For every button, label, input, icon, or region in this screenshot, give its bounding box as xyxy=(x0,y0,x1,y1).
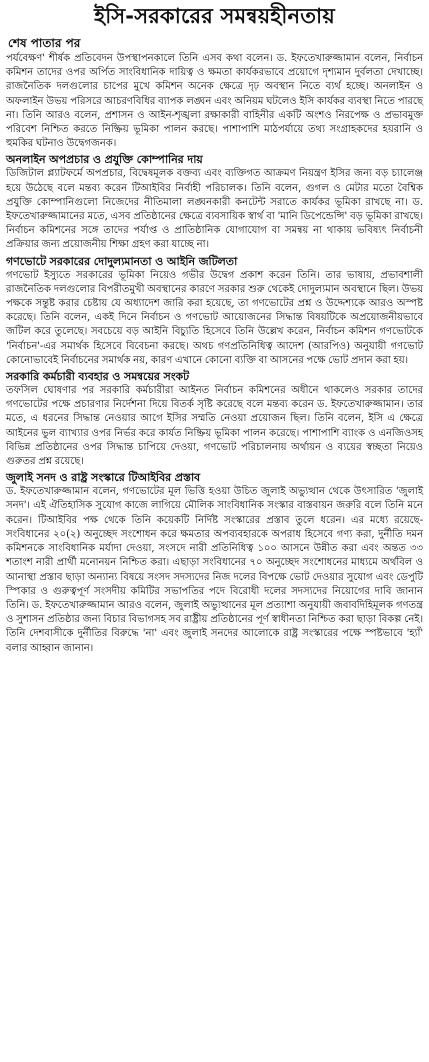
article-headline: ইসি-সরকারের সমন্বয়হীনতায় xyxy=(94,4,335,28)
section-heading-government-employees: সরকারি কর্মচারী ব্যবহার ও সমন্বয়ের সংকট xyxy=(6,370,190,384)
section-heading-july-charter: জুলাই সনদ ও রাষ্ট্র সংস্কারে টিআইবির প্রস্তাব xyxy=(6,471,201,485)
section-paragraph-july-charter: ড. ইফতেখারুজ্জামান বলেন, গণভোটের মূল ভিত্তি হওয়া উচিত জুলাই অভ্যুত্থান থেকে উৎসারিত 'জুলাই সনদ'। এই ঐতিহাসিক সুযোগ কাজে লাগিয়ে মৌলিক সাংবিধানিক সংস্কার বাস্তবায়ন জরুরি বলে তিনি মনে করেন। টিআইবির পক্ষ থেকে তিনি কয়েকটি নির্দিষ্ট সংস্কারের প্রস্তাব তুলে ধরেন। এর মধ্যে রয়েছে-সংবিধানের ২০(২) অনুচ্ছেদ সংশোধন করে ক্ষমতার অপব্যবহারকে অপরাধ হিসেবে গণ্য করা, দুর্নীতি দমন কমিশনকে সাংবিধানিক মর্যাদা দেওয়া, সংসদে নারী প্রতিনিধিত্ব ১০০ আসনে উন্নীত করা এবং অন্তত ৩৩ শতাংশ নারী প্রার্থী মনোনয়ন নিশ্চিত করা। এছাড়া সংবিধানের ৭০ অনুচ্ছেদ সংশোধনের মাধ্যমে অর্থবিল ও আনাস্থা প্রস্তাব ছাড়া অন্যান্য বিষয়ে সংসদ সদস্যদের নিজ দলের বিপক্ষে ভোট দেওয়ার সুযোগ এবং ডেপুটি স্পিকার ও গুরুত্বপূর্ণ সংসদীয় কমিটির সভাপতির পদে বিরোধী দলের সদস্যদের নিয়োগের দাবি জানান তিনি। ড. ইফতেখারুজ্জামান আরও বলেন, জুলাই অভ্যুত্থানের মূল প্রত্যাশা অনুযায়ী জবাবদিহিমূলক গণতন্ত্র ও সুশাসন প্রতিষ্ঠার জন্য বিচার বিভাগসহ সব রাষ্ট্রীয় প্রতিষ্ঠানের পূর্ণ স্বাধীনতা নিশ্চিত করা ছাড়া বিকল্প নেই। তিনি দেশবাসীকে দুর্নীতির বিরুদ্ধে 'না' এবং জুলাই সনদের আলোকে রাষ্ট্র সংস্কারের পক্ষে স্পষ্টভাবে 'হ্যাঁ' বলার আহ্বান জানান। xyxy=(6,486,423,654)
section-paragraph-government-employees: তফসিল ঘোষণার পর সরকারি কর্মচারীরা আইনত নির্বাচন কমিশনের অধীনে থাকলেও সরকার তাদের গণভোটের পক্ষে প্রচারণার নির্দেশনা দিয়ে বিতর্ক সৃষ্টি করেছে বলে মন্তব্য করেন ড. ইফতেখারুজ্জামান। তার মতে, এ ধরনের সিদ্ধান্ত নেওয়ার আগে ইসির সম্মতি নেওয়া প্রয়োজন ছিল। তিনি বলেন, ইসি এ ক্ষেত্রে আইনের ভুল ব্যাখ্যার ওপর নির্ভর করে কার্যত নিষ্ক্রিয় ভূমিকা পালন করেছে। পাশাপাশি ব্যাংক ও এনজিওসহ বিভিন্ন প্রতিষ্ঠানের ওপর সিদ্ধান্ত চাপিয়ে দেওয়া, গণভোট পরিচালনায় অর্থায়ন ও ব্যয়ের স্বচ্ছতা নিয়েও গুরুতর প্রশ্ন রয়েছে। xyxy=(6,385,423,468)
section-heading-online-propaganda: অনলাইন অপপ্রচার ও প্রযুক্তি কোম্পানির দায় xyxy=(6,153,203,167)
section-heading-referendum: গণভোটে সরকারের দোদুল্যমানতা ও আইনি জটিলতা xyxy=(6,254,238,268)
section-paragraph-referendum: গণভোট ইস্যুতে সরকারের ভূমিকা নিয়েও গভীর উদ্বেগ প্রকাশ করেন তিনি। তার ভাষায়, প্রভাবশালী রাজনৈতিক দলগুলোর বিপরীতমুখী অবস্থানের কারণে সরকার শুরু থেকেই দোদুল্যমান অবস্থানে ছিল। উভয় পক্ষকে সন্তুষ্ট করার চেষ্টায় যে অধ্যাদেশ জারি করা হয়েছে, তা গণভোটের প্রশ্ন ও উদ্দেশ্যকে আরও অস্পষ্ট করেছে। তিনি বলেন, একই দিনে নির্বাচন ও গণভোট আয়োজনের সিদ্ধান্ত বিষয়টিকে অপ্রয়োজনীয়ভাবে জটিল করে তুলেছে। সবচেয়ে বড় আইনি বিচ্যুতি হিসেবে তিনি উল্লেখ করেন, নির্বাচন কমিশন গণভোটকে 'নির্বাচন'-এর সমার্থক হিসেবে বিবেচনা করছে। অথচ গণপ্রতিনিধিত্ব আদেশ (আরপিও) অনুযায়ী গণভোট কোনোভাবেই নির্বাচনের সমার্থক নয়, কারণ এখানে কোনো ব্যক্তি বা আসনের পক্ষে ভোট প্রদান করা হয়। xyxy=(6,269,423,366)
intro-paragraph: পর্যবেক্ষণ' শীর্ষক প্রতিবেদন উপস্থাপনকালে তিনি এসব কথা বলেন। ড. ইফতেখারুজ্জামান বলেন, নির্বাচন কমিশন তাদের ওপর অর্পিত সাংবিধানিক দায়িত্ব ও ক্ষমতা কার্যকরভাবে প্রয়োগে দৃশ্যমান দুর্বলতা দেখাচ্ছে। রাজনৈতিক দলগুলোর চাপের মুখে কমিশন অনেক ক্ষেত্রে দৃঢ় অবস্থান নিতে ব্যর্থ হচ্ছে। অনলাইন ও অফলাইন উভয় পরিসরে আচরণবিধির ব্যাপক লঙ্ঘন এবং অনিয়ম ঘটলেও ইসি কার্যকর ব্যবস্থা নিতে পারছে না। তিনি আরও বলেন, প্রশাসন ও আইন-শৃঙ্খলা রক্ষাকারী বাহিনীর একটি অংশও নিরপেক্ষ ও প্রভাবমুক্ত পরিবেশ নিশ্চিত করতে নিষ্ক্রিয় ভূমিকা পালন করছে। পাশাপাশি মাঠপর্যায়ে তথ্য সংগ্রাহকদের হয়রানি ও হুমকির ঘটনাও উদ্বেগজনক। xyxy=(6,53,423,150)
continued-from-label: শেষ পাতার পর xyxy=(8,36,81,50)
section-paragraph-online-propaganda: ডিজিটাল প্ল্যাটফর্মে অপপ্রচার, বিদ্বেষমূলক বক্তব্য এবং ব্যক্তিগত আক্রমণ নিয়ন্ত্রণ ইসির জন্য বড় চ্যালেঞ্জ হয়ে উঠেছে বলে মন্তব্য করেন টিআইবির নির্বাহী পরিচালক। তিনি বলেন, গুগল ও মেটার মতো বৈশ্বিক প্রযুক্তি কোম্পানিগুলো নিজেদের নীতিমালা লঙ্ঘনকারী কনটেন্ট সরাতে কার্যকর ভূমিকা রাখছে না। ড. ইফতেখারুজ্জামানের মতে, এসব প্রতিষ্ঠানের ক্ষেত্রে ব্যবসায়িক স্বার্থ বা 'মানি ডিপেন্ডেন্সি' বড় ভূমিকা রাখছে। নির্বাচন কমিশনের সঙ্গে তাদের পর্যাপ্ত ও প্রাতিষ্ঠানিক যোগাযোগ বা সমন্বয় না থাকায় ভবিষ্যৎ নির্বাচনী প্রক্রিয়ার জন্য প্রয়োজনীয় শিক্ষা গ্রহণ করা যাচ্ছে না। xyxy=(6,168,423,251)
